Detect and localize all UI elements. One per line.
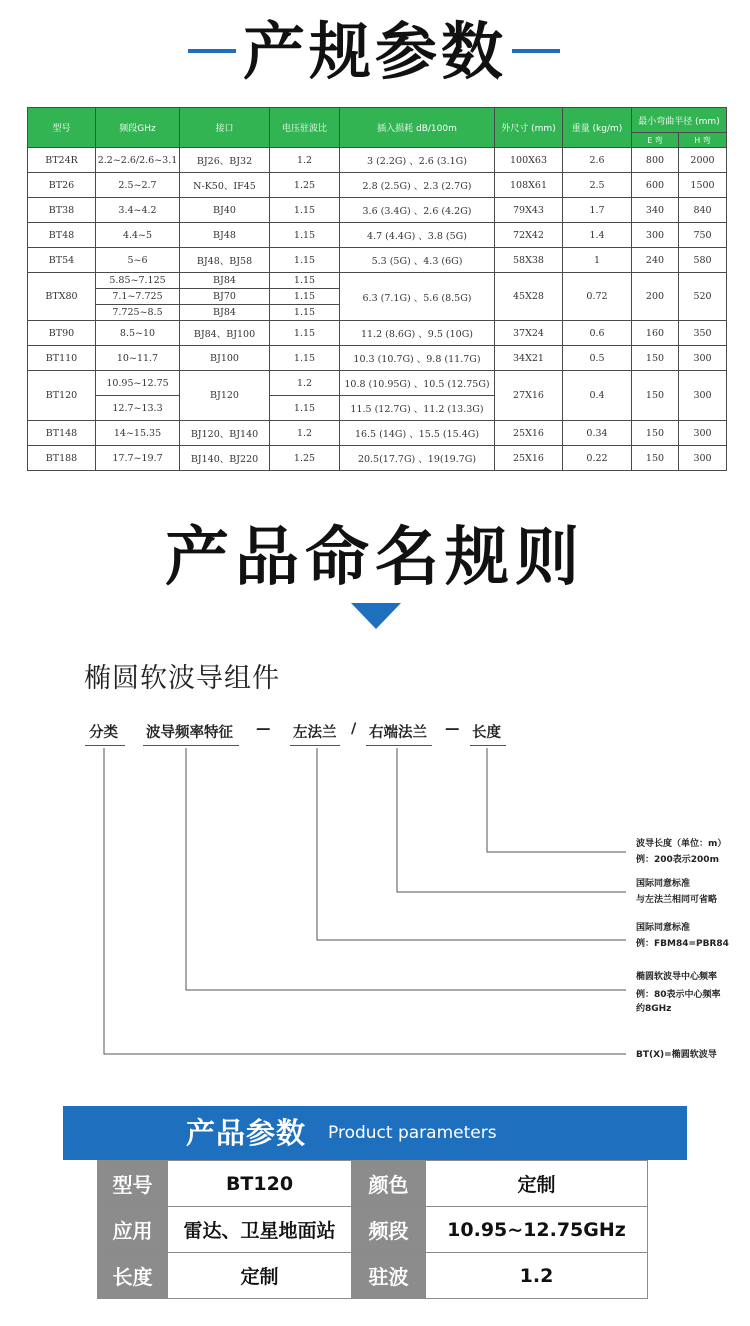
cell-e: 160 xyxy=(632,321,679,346)
value-band: 10.95~12.75GHz xyxy=(426,1207,648,1253)
connector-left-flange xyxy=(317,748,626,940)
cell-size: 100X63 xyxy=(495,148,563,173)
cell-weight: 2.5 xyxy=(563,173,632,198)
note-right-flange xyxy=(636,876,717,908)
cell-weight: 0.6 xyxy=(563,321,632,346)
cell-port: BJ84 xyxy=(180,305,270,321)
cell-h: 300 xyxy=(679,371,727,421)
cell-e: 800 xyxy=(632,148,679,173)
cell-loss: 10.3 (10.7G) 、9.8 (11.7G) xyxy=(340,346,495,371)
note-freq xyxy=(636,970,721,1016)
rule-dash-2: — xyxy=(445,721,460,737)
cell-vswr: 1.2 xyxy=(270,421,340,446)
value-model: BT120 xyxy=(168,1161,352,1207)
cell-h: 840 xyxy=(679,198,727,223)
cell-port: BJ48、BJ58 xyxy=(180,248,270,273)
cell-vswr: 1.2 xyxy=(270,148,340,173)
cell-model: BT110 xyxy=(28,346,96,371)
cell-e: 340 xyxy=(632,198,679,223)
cell-size: 108X61 xyxy=(495,173,563,198)
col-h-bend: H 弯 xyxy=(679,133,727,148)
cell-freq: 5.85~7.125 xyxy=(96,273,180,289)
cell-freq: 7.1~7.725 xyxy=(96,289,180,305)
label-model: 型号 xyxy=(98,1161,168,1207)
cell-loss: 10.8 (10.95G) 、10.5 (12.75G) xyxy=(340,371,495,396)
label-color: 颜色 xyxy=(352,1161,426,1207)
cell-loss: 4.7 (4.4G) 、3.8 (5G) xyxy=(340,223,495,248)
cell-freq: 12.7~13.3 xyxy=(96,396,180,421)
cell-port: BJ48 xyxy=(180,223,270,248)
note-freq-line1: 椭圆软波导中心频率 xyxy=(636,972,718,982)
value-color: 定制 xyxy=(426,1161,648,1207)
cell-port: BJ120、BJ140 xyxy=(180,421,270,446)
col-loss: 插入损耗 dB/100m xyxy=(340,108,495,148)
note-left-line2: 例：FBM84=PBR84 xyxy=(636,939,729,949)
col-vswr: 电压驻波比 xyxy=(270,108,340,148)
cell-weight: 0.72 xyxy=(563,273,632,321)
cell-size: 37X24 xyxy=(495,321,563,346)
col-model: 型号 xyxy=(28,108,96,148)
rule-category: 分类 xyxy=(89,725,118,741)
note-category-line1: BT(X)=椭圆软波导 xyxy=(636,1050,717,1060)
params-banner-title: 产品参数 xyxy=(186,1116,307,1150)
cell-vswr: 1.15 xyxy=(270,289,340,305)
cell-h: 350 xyxy=(679,321,727,346)
rule-dash-1: — xyxy=(256,721,271,737)
cell-vswr: 1.15 xyxy=(270,396,340,421)
note-length xyxy=(636,836,726,868)
cell-freq: 10.95~12.75 xyxy=(96,371,180,396)
params-banner-subtitle: Product parameters xyxy=(328,1123,497,1143)
spec-section-title: 产规参数 xyxy=(242,15,507,88)
cell-h: 300 xyxy=(679,446,727,471)
note-left-flange xyxy=(636,920,729,952)
cell-freq: 10~11.7 xyxy=(96,346,180,371)
cell-h: 300 xyxy=(679,421,727,446)
cell-e: 150 xyxy=(632,371,679,421)
cell-freq: 7.725~8.5 xyxy=(96,305,180,321)
cell-size: 72X42 xyxy=(495,223,563,248)
cell-h: 2000 xyxy=(679,148,727,173)
cell-vswr: 1.15 xyxy=(270,346,340,371)
cell-loss: 11.5 (12.7G) 、11.2 (13.3G) xyxy=(340,396,495,421)
cell-model: BT24R xyxy=(28,148,96,173)
cell-weight: 2.6 xyxy=(563,148,632,173)
cell-e: 150 xyxy=(632,446,679,471)
cell-vswr: 1.15 xyxy=(270,223,340,248)
cell-e: 240 xyxy=(632,248,679,273)
cell-weight: 1.7 xyxy=(563,198,632,223)
cell-vswr: 1.15 xyxy=(270,321,340,346)
cell-model: BT26 xyxy=(28,173,96,198)
connector-category xyxy=(104,748,626,1054)
params-table xyxy=(97,1160,648,1299)
col-port: 接口 xyxy=(180,108,270,148)
rule-left-flange: 左法兰 xyxy=(293,725,337,741)
label-application: 应用 xyxy=(98,1207,168,1253)
cell-weight: 0.4 xyxy=(563,371,632,421)
cell-h: 300 xyxy=(679,346,727,371)
cell-vswr: 1.15 xyxy=(270,198,340,223)
table-row xyxy=(98,1161,648,1207)
cell-loss: 6.3 (7.1G) 、5.6 (8.5G) xyxy=(340,273,495,321)
cell-freq: 2.2~2.6/2.6~3.1 xyxy=(96,148,180,173)
col-bend: 最小弯曲半径 (mm) xyxy=(632,108,727,133)
cell-port: BJ70 xyxy=(180,289,270,305)
note-right-line1: 国际同意标准 xyxy=(636,879,691,889)
connector-freq xyxy=(186,748,626,990)
cell-model: BT148 xyxy=(28,421,96,446)
cell-port: BJ40 xyxy=(180,198,270,223)
value-vswr: 1.2 xyxy=(426,1253,648,1299)
cell-port: N-K50、IF45 xyxy=(180,173,270,198)
cell-vswr: 1.25 xyxy=(270,173,340,198)
value-application: 雷达、卫星地面站 xyxy=(168,1207,352,1253)
label-vswr: 驻波 xyxy=(352,1253,426,1299)
cell-model: BTX80 xyxy=(28,273,96,321)
rule-freq-feature: 波导频率特征 xyxy=(146,725,233,741)
cell-weight: 1 xyxy=(563,248,632,273)
cell-h: 520 xyxy=(679,273,727,321)
cell-loss: 20.5(17.7G) 、19(19.7G) xyxy=(340,446,495,471)
value-length: 定制 xyxy=(168,1253,352,1299)
col-size: 外尺寸 (mm) xyxy=(495,108,563,148)
cell-model: BT54 xyxy=(28,248,96,273)
cell-vswr: 1.15 xyxy=(270,305,340,321)
cell-vswr: 1.15 xyxy=(270,273,340,289)
cell-loss: 16.5 (14G) 、15.5 (15.4G) xyxy=(340,421,495,446)
cell-weight: 0.5 xyxy=(563,346,632,371)
cell-model: BT188 xyxy=(28,446,96,471)
note-length-line2: 例：200表示200m xyxy=(636,855,719,865)
cell-port: BJ100 xyxy=(180,346,270,371)
cell-size: 25X16 xyxy=(495,446,563,471)
cell-model: BT90 xyxy=(28,321,96,346)
cell-port: BJ140、BJ220 xyxy=(180,446,270,471)
cell-port: BJ26、BJ32 xyxy=(180,148,270,173)
cell-size: 34X21 xyxy=(495,346,563,371)
note-freq-line3: 约8GHz xyxy=(636,1004,672,1014)
table-row xyxy=(98,1253,648,1299)
cell-e: 200 xyxy=(632,273,679,321)
cell-loss: 3 (2.2G) 、2.6 (3.1G) xyxy=(340,148,495,173)
cell-size: 27X16 xyxy=(495,371,563,421)
col-e-bend: E 弯 xyxy=(632,133,679,148)
note-freq-line2: 例：80表示中心频率 xyxy=(636,990,721,1000)
cell-size: 45X28 xyxy=(495,273,563,321)
cell-size: 79X43 xyxy=(495,198,563,223)
cell-vswr: 1.15 xyxy=(270,248,340,273)
cell-model: BT38 xyxy=(28,198,96,223)
cell-freq: 4.4~5 xyxy=(96,223,180,248)
cell-freq: 2.5~2.7 xyxy=(96,173,180,198)
cell-size: 25X16 xyxy=(495,421,563,446)
note-length-line1: 波导长度（单位：m） xyxy=(636,839,727,849)
cell-freq: 14~15.35 xyxy=(96,421,180,446)
cell-port: BJ84、BJ100 xyxy=(180,321,270,346)
connector-length xyxy=(487,748,626,852)
cell-loss: 2.8 (2.5G) 、2.3 (2.7G) xyxy=(340,173,495,198)
cell-weight: 1.4 xyxy=(563,223,632,248)
cell-vswr: 1.2 xyxy=(270,371,340,396)
product-subtitle: 椭圆软波导组件 xyxy=(84,663,280,694)
cell-e: 150 xyxy=(632,421,679,446)
cell-loss: 5.3 (5G) 、4.3 (6G) xyxy=(340,248,495,273)
cell-loss: 3.6 (3.4G) 、2.6 (4.2G) xyxy=(340,198,495,223)
cell-vswr: 1.25 xyxy=(270,446,340,471)
cell-port: BJ84 xyxy=(180,273,270,289)
cell-freq: 17.7~19.7 xyxy=(96,446,180,471)
cell-h: 750 xyxy=(679,223,727,248)
cell-e: 600 xyxy=(632,173,679,198)
cell-e: 300 xyxy=(632,223,679,248)
cell-freq: 8.5~10 xyxy=(96,321,180,346)
rule-slash: / xyxy=(351,721,357,737)
cell-freq: 5~6 xyxy=(96,248,180,273)
cell-h: 580 xyxy=(679,248,727,273)
cell-e: 150 xyxy=(632,346,679,371)
cell-model: BT120 xyxy=(28,371,96,421)
rule-right-flange: 右端法兰 xyxy=(369,725,427,741)
cell-model: BT48 xyxy=(28,223,96,248)
col-weight: 重量 (kg/m) xyxy=(563,108,632,148)
note-right-line2: 与左法兰相同可省略 xyxy=(636,895,718,905)
rule-length: 长度 xyxy=(472,725,501,741)
cell-size: 58X38 xyxy=(495,248,563,273)
cell-weight: 0.22 xyxy=(563,446,632,471)
naming-section-title: 产品命名规则 xyxy=(165,521,585,595)
note-left-line1: 国际同意标准 xyxy=(636,923,691,933)
cell-loss: 11.2 (8.6G) 、9.5 (10G) xyxy=(340,321,495,346)
col-freq: 频段GHz xyxy=(96,108,180,148)
label-length: 长度 xyxy=(98,1253,168,1299)
note-category xyxy=(636,1047,717,1063)
cell-h: 1500 xyxy=(679,173,727,198)
cell-weight: 0.34 xyxy=(563,421,632,446)
connector-right-flange xyxy=(397,748,626,892)
label-band: 频段 xyxy=(352,1207,426,1253)
cell-freq: 3.4~4.2 xyxy=(96,198,180,223)
cell-port: BJ120 xyxy=(180,371,270,421)
table-row xyxy=(98,1207,648,1253)
